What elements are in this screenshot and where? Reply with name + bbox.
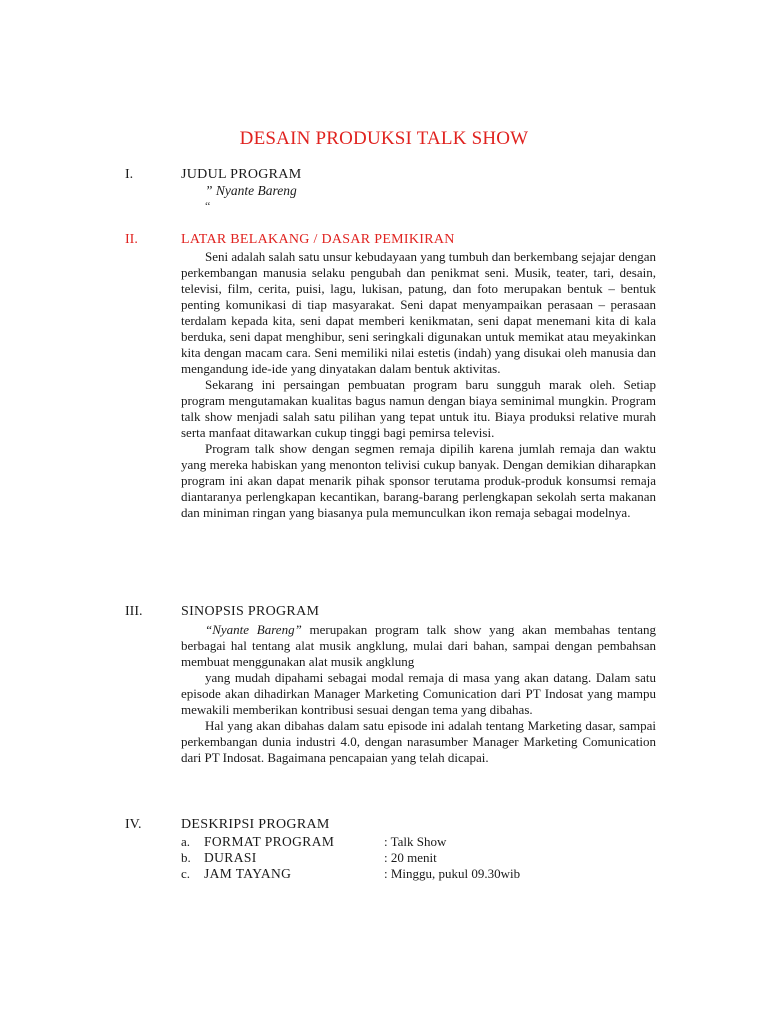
document-title: DESAIN PRODUKSI TALK SHOW [239,128,529,149]
program-name-italic: “Nyante Bareng” [205,622,302,637]
section-2-number: II. [125,232,138,247]
section-4-heading: DESKRIPSI PROGRAM [181,817,330,832]
description-item-airtime [181,866,661,882]
item-value: : 20 menit [384,850,437,865]
section-3-number: III. [125,604,143,619]
paragraph: yang mudah dipahami sebagai modal remaja di masa yang akan datang. Dalam satu episode akan dihadirkan Manager Marketing Comunication dari PT Indosat yang mampu mewakili memberikan kontribusi sesuai dengan tema yang dibahas. [181,670,656,717]
item-letter: b. [181,850,191,865]
item-value: : Talk Show [384,834,447,849]
description-item-format [181,834,661,850]
item-letter: c. [181,866,191,881]
section-2-body [181,249,656,521]
section-1-heading: JUDUL PROGRAM [181,167,302,182]
item-label: FORMAT PROGRAM [204,834,335,849]
paragraph: Program talk show dengan segmen remaja dipilih karena jumlah remaja dan waktu yang mereka habiskan yang menonton telivisi cukup banyak. Dengan demikian diharapkan program ini akan dapat menarik pihak sponsor terutama produk-produk konsumsi remaja diantaranya perlengkapan kecantikan, barang-barang perlengkapan sekolah serta makanan dan miniman ringan yang biasanya pula memunculkan ikon remaja sebagai modelnya. [181,441,656,520]
section-3-heading: SINOPSIS PROGRAM [181,604,320,619]
closing-quote: “ [205,199,211,213]
item-letter: a. [181,834,191,849]
section-2-heading: LATAR BELAKANG / DASAR PEMIKIRAN [181,232,455,247]
paragraph [181,622,656,670]
description-item-duration [181,850,661,866]
paragraph-text: merupakan program talk show yang akan membahas tentang berbagai hal tentang alat musik angklung, mulai dari bahan, sampai dengan pembahsan membuat menggunakan alat musik angklung [181,622,656,669]
paragraph: Hal yang akan dibahas dalam satu episode ini adalah tentang Marketing dasar, sampai perkembangan dunia industri 4.0, dengan narasumber Manager Marketing Comunication dari PT Indosat. Bagaimana pencapaian yang telah dicapai. [181,718,656,765]
program-name: ” Nyante Bareng [205,183,297,198]
section-4-number: IV. [125,817,142,832]
section-3-body [181,622,656,766]
paragraph: Sekarang ini persaingan pembuatan program baru sungguh marak oleh. Setiap program mengutamakan kualitas bagus namun dengan biaya seminimal mungkin. Program talk show menjadi salah satu pilihan yang tepat untuk itu. Biaya produksi relative murah serta manfaat ditawarkan cukup tinggi bagi pemirsa televisi. [181,377,656,440]
section-1-number: I. [125,167,134,182]
item-value: : Minggu, pukul 09.30wib [384,866,521,881]
paragraph: Seni adalah salah satu unsur kebudayaan yang tumbuh dan berkembang sejajar dengan perkembangan manusia selaku pengubah dan penikmat seni. Musik, teater, tari, desain, televisi, film, cerita, puisi, lagu, lukisan, patung, dan foto merupakan bentuk – bentuk penting komunikasi di tiap masyarakat. Seni dapat menyampaikan perasaan – perasaan terdalam kepada kita, seni dapat memberi kenikmatan, seni dapat menemani kita di kala berduka, seni dapat menghibur, seni seringkali digunakan untuk memikat atau meyakinkan kita dengan macam cara. Seni memiliki nilai estetis (indah) yang disukai oleh manusia dan mengandung ide-ide yang dinyatakan dalam bentuk aktivitas. [181,249,656,376]
item-label: JAM TAYANG [204,866,292,881]
item-label: DURASI [204,850,257,865]
